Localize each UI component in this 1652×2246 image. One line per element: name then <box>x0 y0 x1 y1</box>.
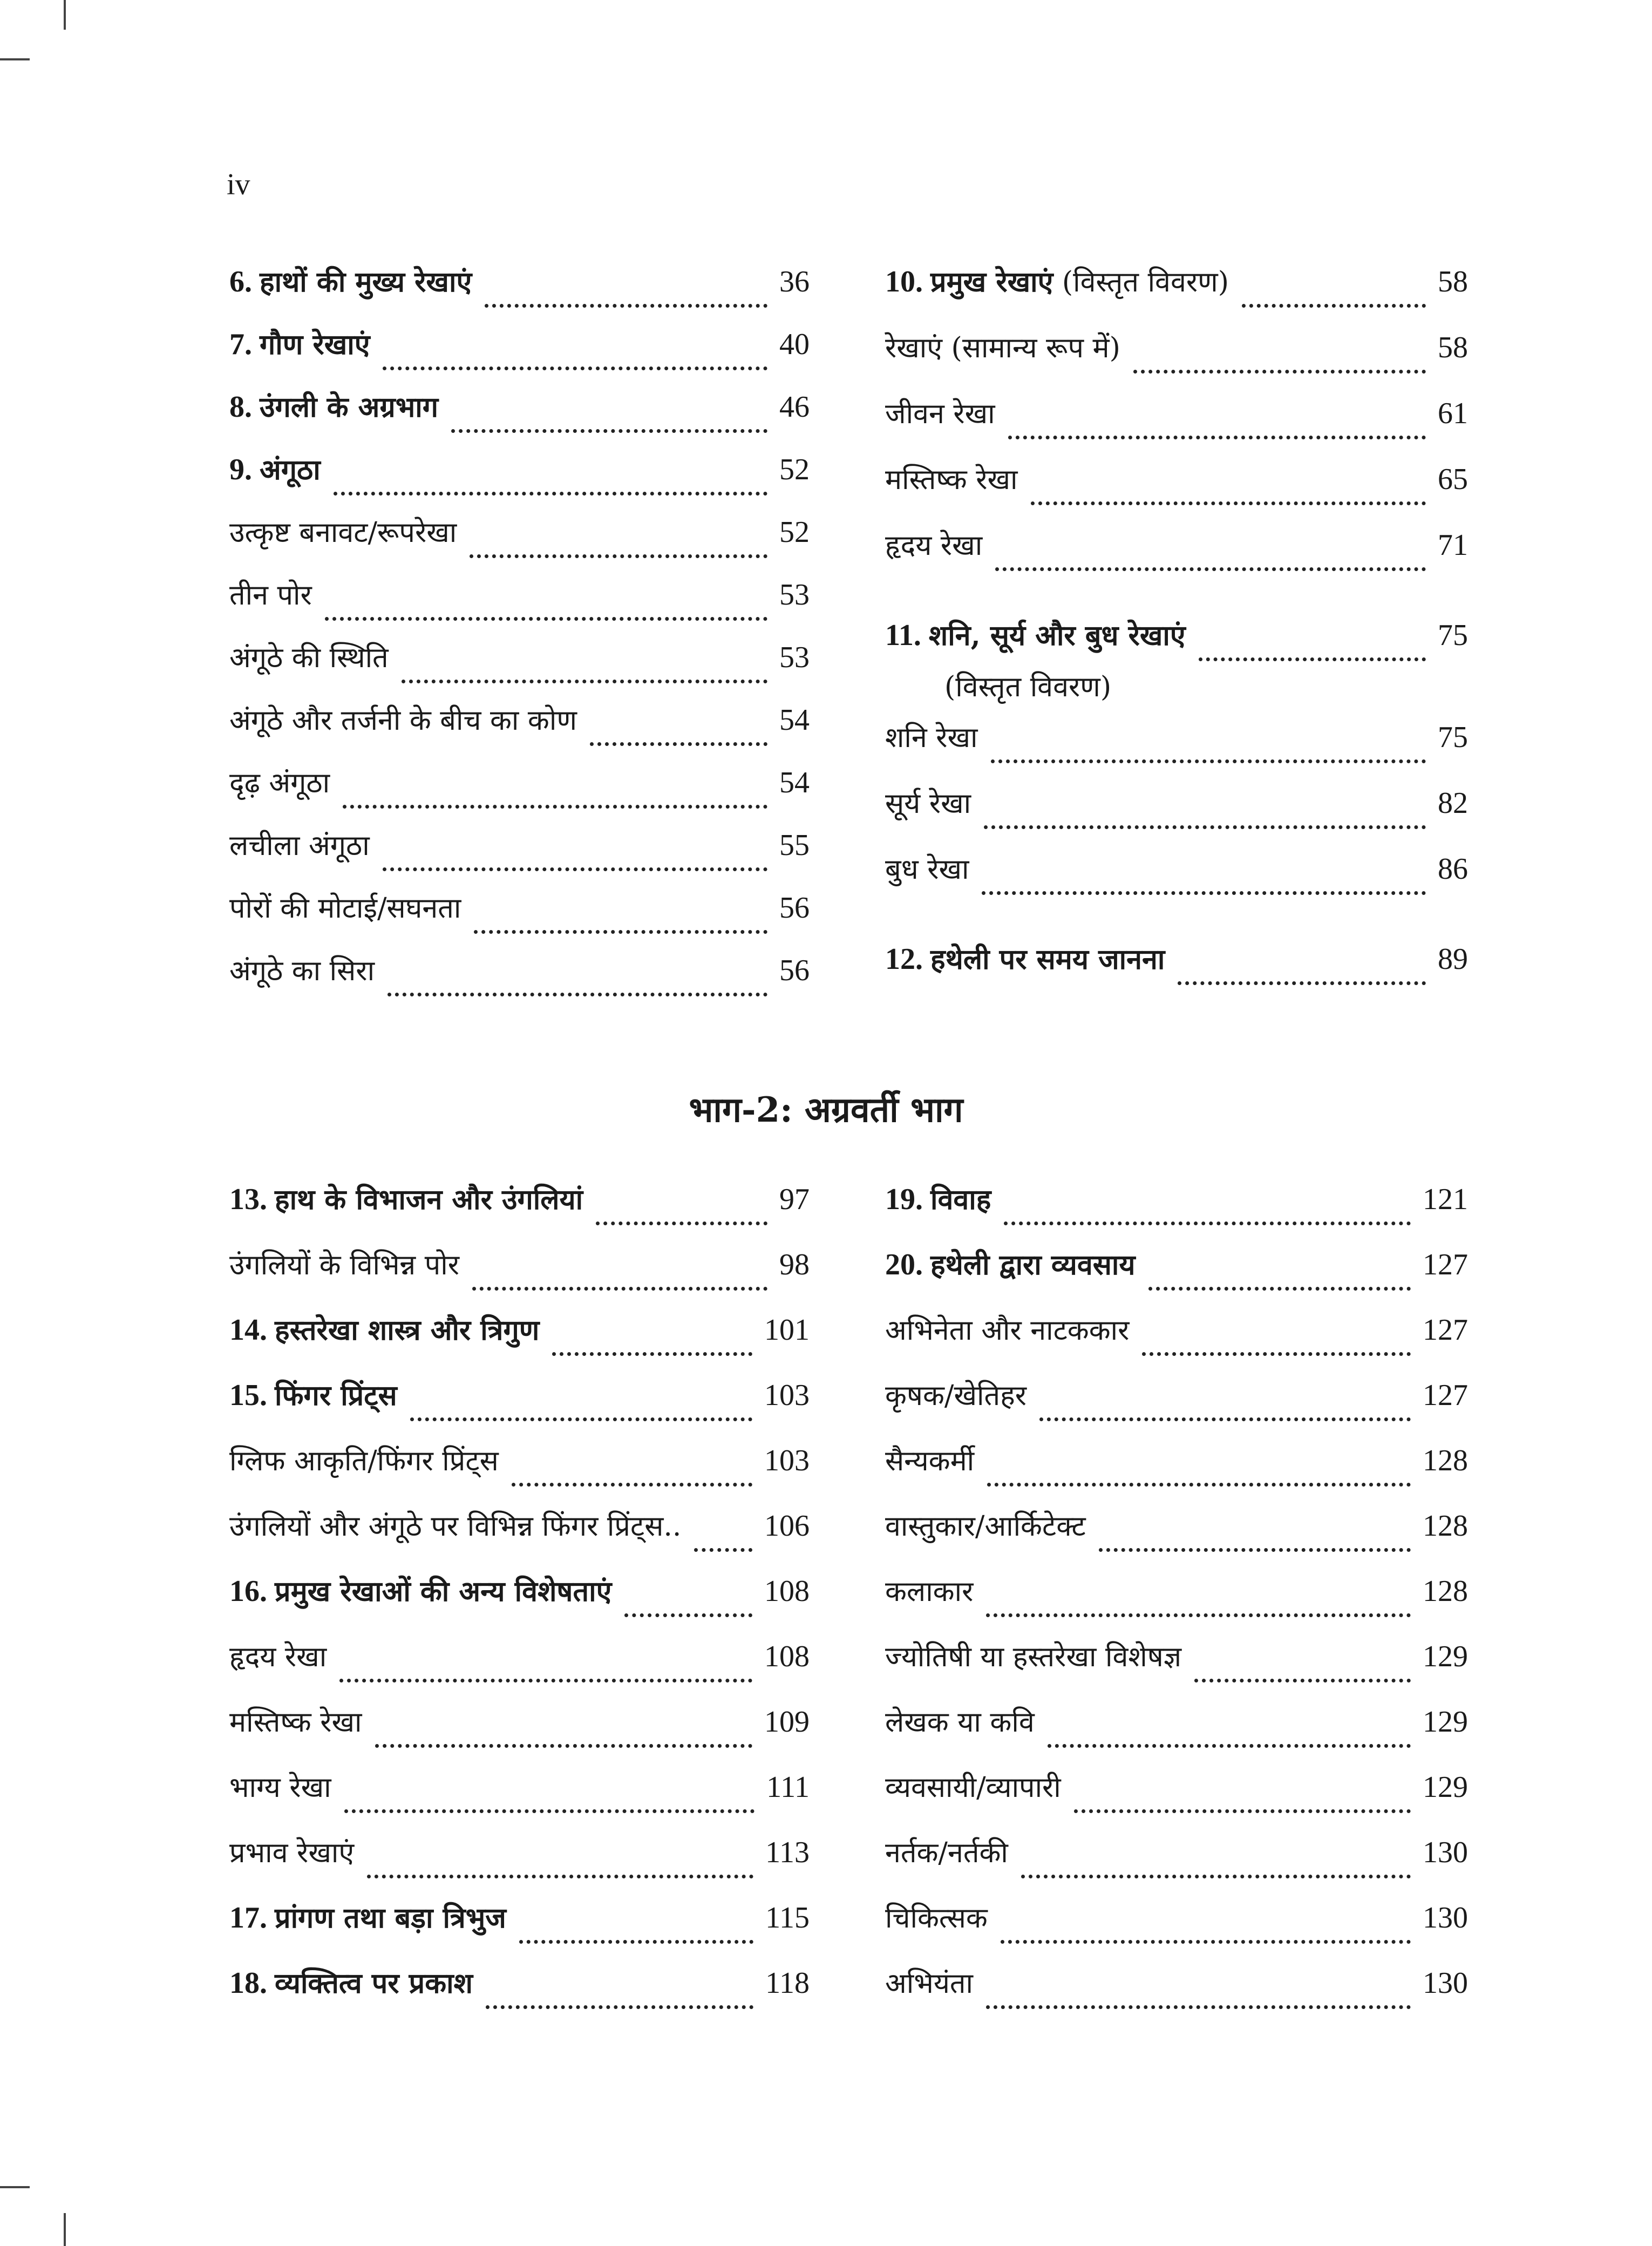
page-reference: 109 <box>764 1705 810 1739</box>
page-reference: 127 <box>1423 1313 1468 1347</box>
dot-leader <box>1099 1548 1411 1552</box>
page-reference: 113 <box>765 1836 810 1869</box>
entry-title-text: हस्तरेखा शास्त्र और त्रिगुण <box>275 1314 540 1347</box>
toc-entry[interactable] <box>229 327 810 381</box>
dot-leader <box>1194 1679 1411 1682</box>
toc-entry[interactable] <box>229 953 810 1007</box>
dot-leader <box>343 805 767 809</box>
entry-title-text: वास्तुकार/आर्किटेक्ट <box>885 1510 1086 1543</box>
page-reference: 97 <box>779 1183 810 1216</box>
entry-title-text: हृदय रेखा <box>229 1641 327 1673</box>
toc-entry[interactable] <box>885 462 1468 516</box>
entry-title-text: उंगलियों और अंगूठे पर विभिन्न फिंगर प्रिंट्स.. <box>229 1510 682 1543</box>
toc-entry-title <box>885 1315 1129 1347</box>
dot-leader <box>325 617 767 621</box>
dot-leader <box>485 304 767 308</box>
toc-entry[interactable] <box>229 1639 810 1693</box>
page-reference: 75 <box>1438 619 1468 652</box>
chapter-number: 11. <box>885 619 929 652</box>
dot-leader <box>995 567 1426 571</box>
page-reference: 65 <box>1438 463 1468 496</box>
dot-leader <box>1133 370 1426 374</box>
toc-entry-title <box>229 1707 362 1739</box>
entry-title-text: उत्कृष्ट बनावट/रूपरेखा <box>229 517 457 549</box>
toc-entry[interactable] <box>885 1313 1468 1367</box>
dot-leader <box>339 1679 752 1682</box>
entry-title-text: रेखाएं (सामान्य रूप में) <box>885 332 1120 364</box>
toc-entry-title <box>885 722 978 755</box>
entry-title-text: दृढ़ अंगूठा <box>229 767 330 799</box>
toc-entry[interactable] <box>229 1313 810 1367</box>
page-reference: 103 <box>764 1379 810 1412</box>
entry-title-text: हृदय रेखा <box>885 530 983 562</box>
toc-entry[interactable] <box>885 1443 1468 1497</box>
page-reference: 129 <box>1423 1705 1468 1739</box>
dot-leader <box>991 759 1426 763</box>
toc-entry[interactable] <box>229 703 810 757</box>
page-reference: 111 <box>766 1770 810 1804</box>
entry-title-text: हथेली पर समय जानना <box>930 943 1165 976</box>
dot-leader <box>367 1875 753 1878</box>
toc-entry-title <box>229 1574 611 1609</box>
crop-mark <box>64 0 66 30</box>
toc-entry-title <box>885 464 1018 497</box>
dot-leader <box>1199 657 1426 661</box>
toc-entry[interactable] <box>885 1182 1468 1236</box>
page-number: iv <box>227 168 250 201</box>
page-reference: 98 <box>779 1248 810 1281</box>
page-reference: 36 <box>779 265 810 298</box>
page-reference: 53 <box>779 641 810 674</box>
toc-entry[interactable] <box>885 1378 1468 1432</box>
page-reference: 127 <box>1423 1379 1468 1412</box>
toc-entry-title <box>229 705 577 737</box>
page-reference: 128 <box>1423 1575 1468 1608</box>
page-reference: 56 <box>779 954 810 987</box>
crop-mark <box>0 58 30 60</box>
entry-title-text: प्रांगण तथा बड़ा त्रिभुज <box>275 1902 506 1935</box>
toc-entry[interactable] <box>885 1247 1468 1301</box>
page-reference: 130 <box>1423 1836 1468 1869</box>
entry-title-text: नर्तक/नर्तकी <box>885 1837 1008 1869</box>
toc-entry[interactable] <box>885 396 1468 450</box>
entry-title-text: व्यवसायी/व्यापारी <box>885 1772 1061 1804</box>
toc-entry[interactable] <box>885 618 1468 672</box>
entry-title-text: प्रमुख रेखाओं की अन्य विशेषताएं <box>275 1575 612 1608</box>
entry-title-text: व्यक्तित्व पर प्रकाश <box>275 1967 473 2000</box>
entry-note: (विस्तृत विवरण) <box>944 671 1112 703</box>
toc-entry[interactable] <box>229 1443 810 1497</box>
entry-title-text: अंगूठे का सिरा <box>229 955 375 987</box>
page-reference: 106 <box>764 1509 810 1543</box>
toc-entry-title <box>885 1968 973 2000</box>
page-reference: 101 <box>764 1313 810 1347</box>
toc-entry-title <box>885 1772 1061 1804</box>
toc-entry-title <box>229 264 472 299</box>
page-reference: 56 <box>779 891 810 925</box>
dot-leader <box>694 1548 752 1552</box>
toc-entry-title <box>885 854 969 886</box>
toc-entry-title <box>885 1182 991 1217</box>
toc-entry[interactable] <box>229 390 810 444</box>
chapter-number: 10. <box>885 265 930 298</box>
page-reference: 128 <box>1423 1509 1468 1543</box>
toc-entry[interactable] <box>229 1509 810 1563</box>
toc-entry-title <box>885 530 982 562</box>
dot-leader <box>1008 436 1426 439</box>
page-reference: 53 <box>779 578 810 612</box>
toc-entry[interactable] <box>885 1770 1468 1824</box>
toc-entry-title <box>229 580 312 612</box>
toc-entry-title <box>229 642 389 675</box>
page-reference: 130 <box>1423 1901 1468 1935</box>
entry-title-text: सूर्य रेखा <box>885 788 971 820</box>
entry-title-text: लचीला अंगूठा <box>229 830 370 862</box>
entry-title-text: चिकित्सक <box>885 1902 988 1935</box>
chapter-number: 18. <box>229 1966 275 2000</box>
part2-heading: भाग-2: अग्रवर्ती भाग <box>689 1090 963 1130</box>
entry-title-text: हाथों की मुख्य रेखाएं <box>260 266 472 298</box>
entry-title-text: मस्तिष्क रेखा <box>885 464 1018 496</box>
entry-title-text: अंगूठे की स्थिति <box>229 642 389 674</box>
page-reference: 52 <box>779 453 810 486</box>
toc-entry-title <box>885 1247 1136 1282</box>
page-reference: 89 <box>1438 942 1468 976</box>
crop-mark <box>0 2186 30 2188</box>
toc-entry-title <box>229 955 375 988</box>
entry-title-text: कलाकार <box>885 1576 974 1608</box>
toc-entry-title <box>885 1903 988 1935</box>
dot-leader <box>982 891 1426 895</box>
entry-title-text: लेखक या कवि <box>885 1706 1035 1739</box>
toc-entry[interactable] <box>229 1574 810 1628</box>
entry-title-text: हथेली द्वारा व्यवसाय <box>930 1248 1136 1281</box>
entry-title-text: हाथ के विभाजन और उंगलियां <box>275 1183 583 1216</box>
page-reference: 86 <box>1438 852 1468 886</box>
toc-entry-title <box>229 1641 327 1674</box>
entry-title-text: गौण रेखाएं <box>260 328 370 361</box>
page-reference: 55 <box>779 829 810 862</box>
dot-leader <box>375 1744 753 1748</box>
dot-leader <box>986 2005 1411 2009</box>
page-reference: 52 <box>779 515 810 549</box>
entry-title-text: सैन्यकर्मी <box>885 1445 975 1477</box>
toc-entry-title <box>229 768 330 800</box>
dot-leader <box>387 993 767 996</box>
page-reference: 129 <box>1423 1640 1468 1673</box>
toc-entry-title <box>229 1901 506 1935</box>
toc-entry-title <box>229 1182 583 1217</box>
toc-entry[interactable] <box>885 1705 1468 1759</box>
entry-title-text: प्रमुख रेखाएं <box>930 266 1053 298</box>
entry-title-text: जीवन रेखा <box>885 398 995 430</box>
toc-entry[interactable] <box>885 1901 1468 1955</box>
toc-entry-title <box>229 1313 539 1347</box>
chapter-number: 14. <box>229 1313 275 1347</box>
page-reference: 75 <box>1438 721 1468 754</box>
page-reference: 58 <box>1438 265 1468 298</box>
entry-subtitle: (विस्तृत विवरण) <box>1053 266 1229 298</box>
toc-entry-title <box>229 830 370 863</box>
entry-title-text: अभिनेता और नाटककार <box>885 1314 1130 1347</box>
toc-entry-title <box>885 942 1165 976</box>
dot-leader <box>590 742 767 746</box>
dot-leader <box>596 1222 767 1225</box>
toc-entry[interactable] <box>229 1901 810 1955</box>
toc-entry-title <box>885 788 971 820</box>
toc-entry-title <box>885 1380 1026 1413</box>
toc-entry[interactable] <box>885 1835 1468 1889</box>
toc-entry[interactable] <box>229 828 810 882</box>
page-reference: 115 <box>765 1901 810 1935</box>
chapter-number: 19. <box>885 1183 930 1216</box>
page-reference: 61 <box>1438 397 1468 430</box>
dot-leader <box>1004 1222 1411 1225</box>
toc-entry-title <box>229 1772 331 1804</box>
page-reference: 128 <box>1423 1444 1468 1477</box>
dot-leader <box>344 1809 755 1813</box>
toc-entry[interactable] <box>229 1247 810 1301</box>
dot-leader <box>987 1483 1411 1487</box>
toc-entry-title <box>885 1576 973 1609</box>
dot-leader <box>1148 1287 1411 1291</box>
dot-leader <box>1074 1809 1411 1813</box>
toc-entry[interactable] <box>885 330 1468 384</box>
page-reference: 118 <box>765 1966 810 2000</box>
toc-entry[interactable] <box>229 515 810 569</box>
toc-entry[interactable] <box>229 1835 810 1889</box>
dot-leader <box>334 492 767 496</box>
toc-entry-title <box>229 1250 459 1282</box>
entry-title-text: उंगलियों के विभिन्न पोर <box>229 1249 459 1281</box>
toc-entry-title <box>229 452 321 487</box>
toc-entry-title <box>885 333 1120 365</box>
toc-entry[interactable] <box>229 1705 810 1759</box>
chapter-number: 7. <box>229 328 260 361</box>
dot-leader <box>519 1940 753 1944</box>
toc-entry[interactable] <box>229 1378 810 1432</box>
page-reference: 82 <box>1438 786 1468 820</box>
toc-entry-title <box>885 398 995 431</box>
entry-title-text: फिंगर प्रिंट्स <box>275 1379 397 1412</box>
page-reference: 54 <box>779 703 810 737</box>
dot-leader <box>486 2005 753 2009</box>
toc-entry-title <box>229 390 438 424</box>
chapter-number: 8. <box>229 390 260 424</box>
chapter-number: 9. <box>229 453 260 486</box>
toc-entry[interactable] <box>229 640 810 694</box>
dot-leader <box>1001 1940 1411 1944</box>
dot-leader <box>552 1352 752 1356</box>
entry-title-text: भाग्य रेखा <box>229 1772 331 1804</box>
toc-entry-title <box>885 618 1186 653</box>
chapter-number: 16. <box>229 1575 275 1608</box>
entry-title-text: अंगूठा <box>260 453 321 486</box>
dot-leader <box>402 680 767 683</box>
toc-entry-title <box>885 264 1229 299</box>
dot-leader <box>1021 1875 1411 1878</box>
dot-leader <box>470 554 767 558</box>
toc-entry[interactable] <box>885 720 1468 774</box>
toc-entry[interactable] <box>885 1574 1468 1628</box>
dot-leader <box>474 930 767 934</box>
entry-title-text: शनि रेखा <box>885 722 978 754</box>
toc-entry[interactable] <box>229 1966 810 2020</box>
toc-entry-title <box>229 327 370 362</box>
toc-entry[interactable] <box>229 765 810 819</box>
dot-leader <box>1178 981 1426 985</box>
toc-entry-title <box>229 1378 397 1413</box>
toc-entry[interactable] <box>885 528 1468 582</box>
dot-leader <box>1031 501 1426 505</box>
page-reference: 40 <box>779 328 810 361</box>
toc-entry[interactable] <box>229 452 810 506</box>
toc-entry-title <box>229 1511 681 1543</box>
toc-entry[interactable] <box>885 942 1468 996</box>
toc-entry-title <box>885 1707 1035 1739</box>
dot-leader <box>1242 304 1426 308</box>
toc-entry[interactable] <box>229 1770 810 1824</box>
entry-title-text: उंगली के अग्रभाग <box>260 391 438 424</box>
page-reference: 54 <box>779 766 810 799</box>
page-reference: 121 <box>1423 1183 1468 1216</box>
page-reference: 46 <box>779 390 810 424</box>
page-reference: 108 <box>764 1640 810 1673</box>
toc-entry-title <box>885 1511 1086 1543</box>
toc-entry[interactable] <box>229 1182 810 1236</box>
entry-title-text: कृषक/खेतिहर <box>885 1380 1026 1412</box>
toc-entry-title <box>885 1641 1181 1674</box>
page-reference: 129 <box>1423 1770 1468 1804</box>
toc-entry-title <box>229 1837 354 1870</box>
dot-leader <box>383 367 767 370</box>
dot-leader <box>472 1287 767 1291</box>
chapter-number: 6. <box>229 265 260 298</box>
toc-entry[interactable] <box>885 852 1468 906</box>
page-reference: 103 <box>764 1444 810 1477</box>
chapter-number: 13. <box>229 1183 275 1216</box>
entry-title-text: मस्तिष्क रेखा <box>229 1706 362 1739</box>
toc-entry-title <box>885 1446 974 1478</box>
entry-title-text: पोरों की मोटाई/सघनता <box>229 892 461 925</box>
entry-title-text: ग्लिफ आकृति/फिंगर प्रिंट्स <box>229 1445 499 1477</box>
dot-leader <box>986 1613 1411 1617</box>
dot-leader <box>383 867 767 871</box>
entry-title-text: अभियंता <box>885 1967 974 2000</box>
page-reference: 130 <box>1423 1966 1468 2000</box>
entry-title-text: अंगूठे और तर्जनी के बीच का कोण <box>229 704 577 737</box>
chapter-number: 20. <box>885 1248 930 1281</box>
toc-entry-title <box>885 1837 1008 1870</box>
chapter-number: 15. <box>229 1379 275 1412</box>
page-reference: 108 <box>764 1575 810 1608</box>
toc-entry[interactable] <box>229 264 810 318</box>
entry-title-text: बुध रेखा <box>885 853 969 886</box>
toc-entry[interactable] <box>885 1639 1468 1693</box>
dot-leader <box>512 1483 752 1487</box>
entry-title-text: शनि, सूर्य और बुध रेखाएं <box>928 619 1186 652</box>
toc-entry-title <box>229 517 457 549</box>
dot-leader <box>410 1417 752 1421</box>
chapter-number: 12. <box>885 942 930 976</box>
dot-leader <box>984 825 1426 829</box>
toc-entry[interactable] <box>229 578 810 632</box>
toc-entry[interactable] <box>885 1509 1468 1563</box>
dot-leader <box>1039 1417 1411 1421</box>
dot-leader <box>1048 1744 1411 1748</box>
toc-entry-title <box>229 1966 473 2000</box>
dot-leader <box>624 1613 752 1617</box>
entry-title-text: ज्योतिषी या हस्तरेखा विशेषज्ञ <box>885 1641 1182 1673</box>
entry-title-text: विवाह <box>930 1183 991 1216</box>
toc-entry[interactable] <box>229 891 810 945</box>
entry-title-text: तीन पोर <box>229 579 312 612</box>
toc-entry-title <box>229 893 461 925</box>
entry-title-text: प्रभाव रेखाएं <box>229 1837 355 1869</box>
crop-mark <box>64 2213 66 2246</box>
toc-entry-title <box>229 1446 499 1478</box>
page-reference: 58 <box>1438 331 1468 364</box>
dot-leader <box>451 429 767 433</box>
toc-entry[interactable] <box>885 264 1468 318</box>
dot-leader <box>1142 1352 1411 1356</box>
chapter-number: 17. <box>229 1901 275 1935</box>
page-reference: 71 <box>1438 528 1468 562</box>
toc-entry[interactable] <box>885 786 1468 840</box>
toc-entry[interactable] <box>885 1966 1468 2020</box>
page-reference: 127 <box>1423 1248 1468 1281</box>
